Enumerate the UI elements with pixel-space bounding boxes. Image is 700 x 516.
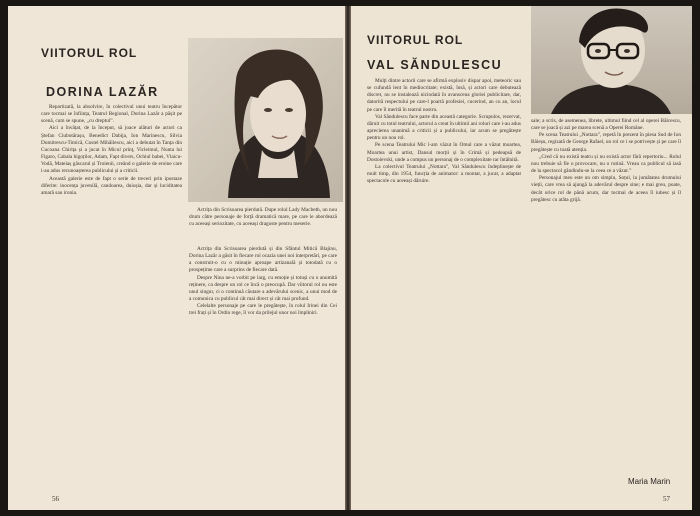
page-number: 56 xyxy=(52,495,59,503)
paragraph: Celelalte personaje pe care le pregătește, în rolul Irinei din Cei trei frați și în Ordin rege, îi vor da prilejul unor noi împliniri. xyxy=(189,303,337,317)
paragraph: sale; a scris, de asemenea, librete, ultimul fiind cel al operei Bălcescu, care se joacă și azi pe marea scenă a Operei Române. xyxy=(531,118,681,132)
author-signature: Maria Marin xyxy=(628,477,671,486)
paragraph: Pe scena Teatrului „Nottara”, repetă în prezent în piesa Sud de Ion Băieșu, regizată de George Rafael, un rol ce i se potrivește și pe care îl pregătește cu toată atenția. xyxy=(531,132,681,153)
paragraph: Val Săndulescu face parte din această categorie. Scrupulos, rezervat, dăruit cu totul teatrului, actorul a creat în ultimii ani roluri care i-au adus aprecierea unanimă a criticii și a publicului, iar acum se pregătește pentru un nou rol. xyxy=(367,113,521,142)
portrait-photo xyxy=(188,38,343,202)
article-column-1 xyxy=(41,104,182,488)
photo-caption: Actrița din Scrisoarea pierdută. Dupe rolul Lady Macbeth, un nou drum către personaje de forță dramatică mare, pe care le abordează cu aceeași seriozitate, cu aceeași dragoste pentru meserie. xyxy=(189,207,337,228)
section-title: VIITORUL ROL xyxy=(41,46,138,60)
article-column-2 xyxy=(189,246,337,489)
page-number: 57 xyxy=(663,495,670,503)
portrait-photo xyxy=(531,6,692,114)
paragraph: Repartizată, la absolvire, în colectivul unui teatru începător care tocmai se înființa, Teatrul Regional, Dorina Lazăr a pășit pe scenă, cum se spune, „cu dreptul”. xyxy=(41,104,182,125)
right-page xyxy=(351,6,692,510)
section-title: VIITORUL ROL xyxy=(367,33,464,47)
paragraph: Mulți dintre actorii care se afirmă explosiv dispar apoi, meteoric sau se cufundă lent în mediocritate; există, însă, și actori care debutează discret, nu se instalează niciodată în avanscena gloriei publicitare, dar, datorită respectului pe care-l poartă profesiei, cucerind, an cu an, locul pe care îl merită în teatrul nostru. xyxy=(367,78,521,113)
paragraph: Această galerie este de fapt o serie de treceri prin ipostaze diferite: inocența juvenilă, candoarea, duioșia, dar și luciditatea amară sau ironia. xyxy=(41,175,182,196)
left-page xyxy=(8,6,345,510)
actor-name: DORINA LAZĂR xyxy=(46,85,159,99)
paragraph: Despre Nina ne-a vorbit pe larg, cu emoție și totuși cu o anumită reținere, ca despre un rol ce încă o preocupă. Dar viitorul rol nu este unul singur, ci o continuă căutare a adevărului scenic, a unui mod de a comunica cu publicul cât mai direct și cât mai profund. xyxy=(189,274,337,303)
paragraph: Pe scena Teatrului Mic l-am văzut în Omul care a văzut moartea, Moartea unui artist, Dansul morții și în Crimă și pedeapsă de Dostoievski, unde a compus un personaj de o complexitate rar întâlnită. xyxy=(367,142,521,163)
actor-name: VAL SĂNDULESCU xyxy=(367,58,503,72)
article-column-2 xyxy=(531,118,681,464)
paragraph: „Cred că nu există teatru și nu există actor fără repertoriu... Rolul nou trebuie să fie o provocare, nu o rutină. Vreau ca publicul să iasă de la spectacol gândindu-se la ceea ce a văzut.” xyxy=(531,153,681,175)
paragraph: Personajul meu este un om simplu, Soțul, la jumătatea drumului vieții, care vrea să ajungă la adevărul despre sine; e mai greu, poate, decât orice rol de până acum, dar tocmai de aceea îl iubesc și îl pregătesc cu atâta grijă. xyxy=(531,175,681,203)
paragraph: La colectivul Teatrului „Nottara”, Val Săndulescu îndeplinește de mult timp, din 1954, funcția de animator: a montat, a jucat, a adaptat spectacole cu aceeași dăruire. xyxy=(367,163,521,185)
article-column-1 xyxy=(367,78,521,488)
paragraph: Aici a învățat, de la început, să joace alături de actori ca Ștefan Ciubotărașu, Benedict Dabija, Ion Marinescu, Silvia Dumitrescu-Timică, Costel Mihăilescu, aici a debutat în Tanța din Cucoana Chirița și a jucat în Micul prinț, Vicleimul, Nunta lui Figaro, Cabala bigoților, Adam, Fapt divers, Ochiul babei, Vlaicu-Vodă, Mateiaș gâscarul și Troienii, creând o galerie de eroine care i-au adus recunoașterea publicului și a criticii. xyxy=(41,125,182,175)
paragraph: Actrița din Scrisoarea pierdută și din Sfântul Mitică Blajinu, Dorina Lazăr a găsit în fiecare rol ocazia unei noi interpretări, pe care a construit-o cu o minuție aproape artizanală și totodată cu o prospețime care a surprins de fiecare dată. xyxy=(189,246,337,274)
